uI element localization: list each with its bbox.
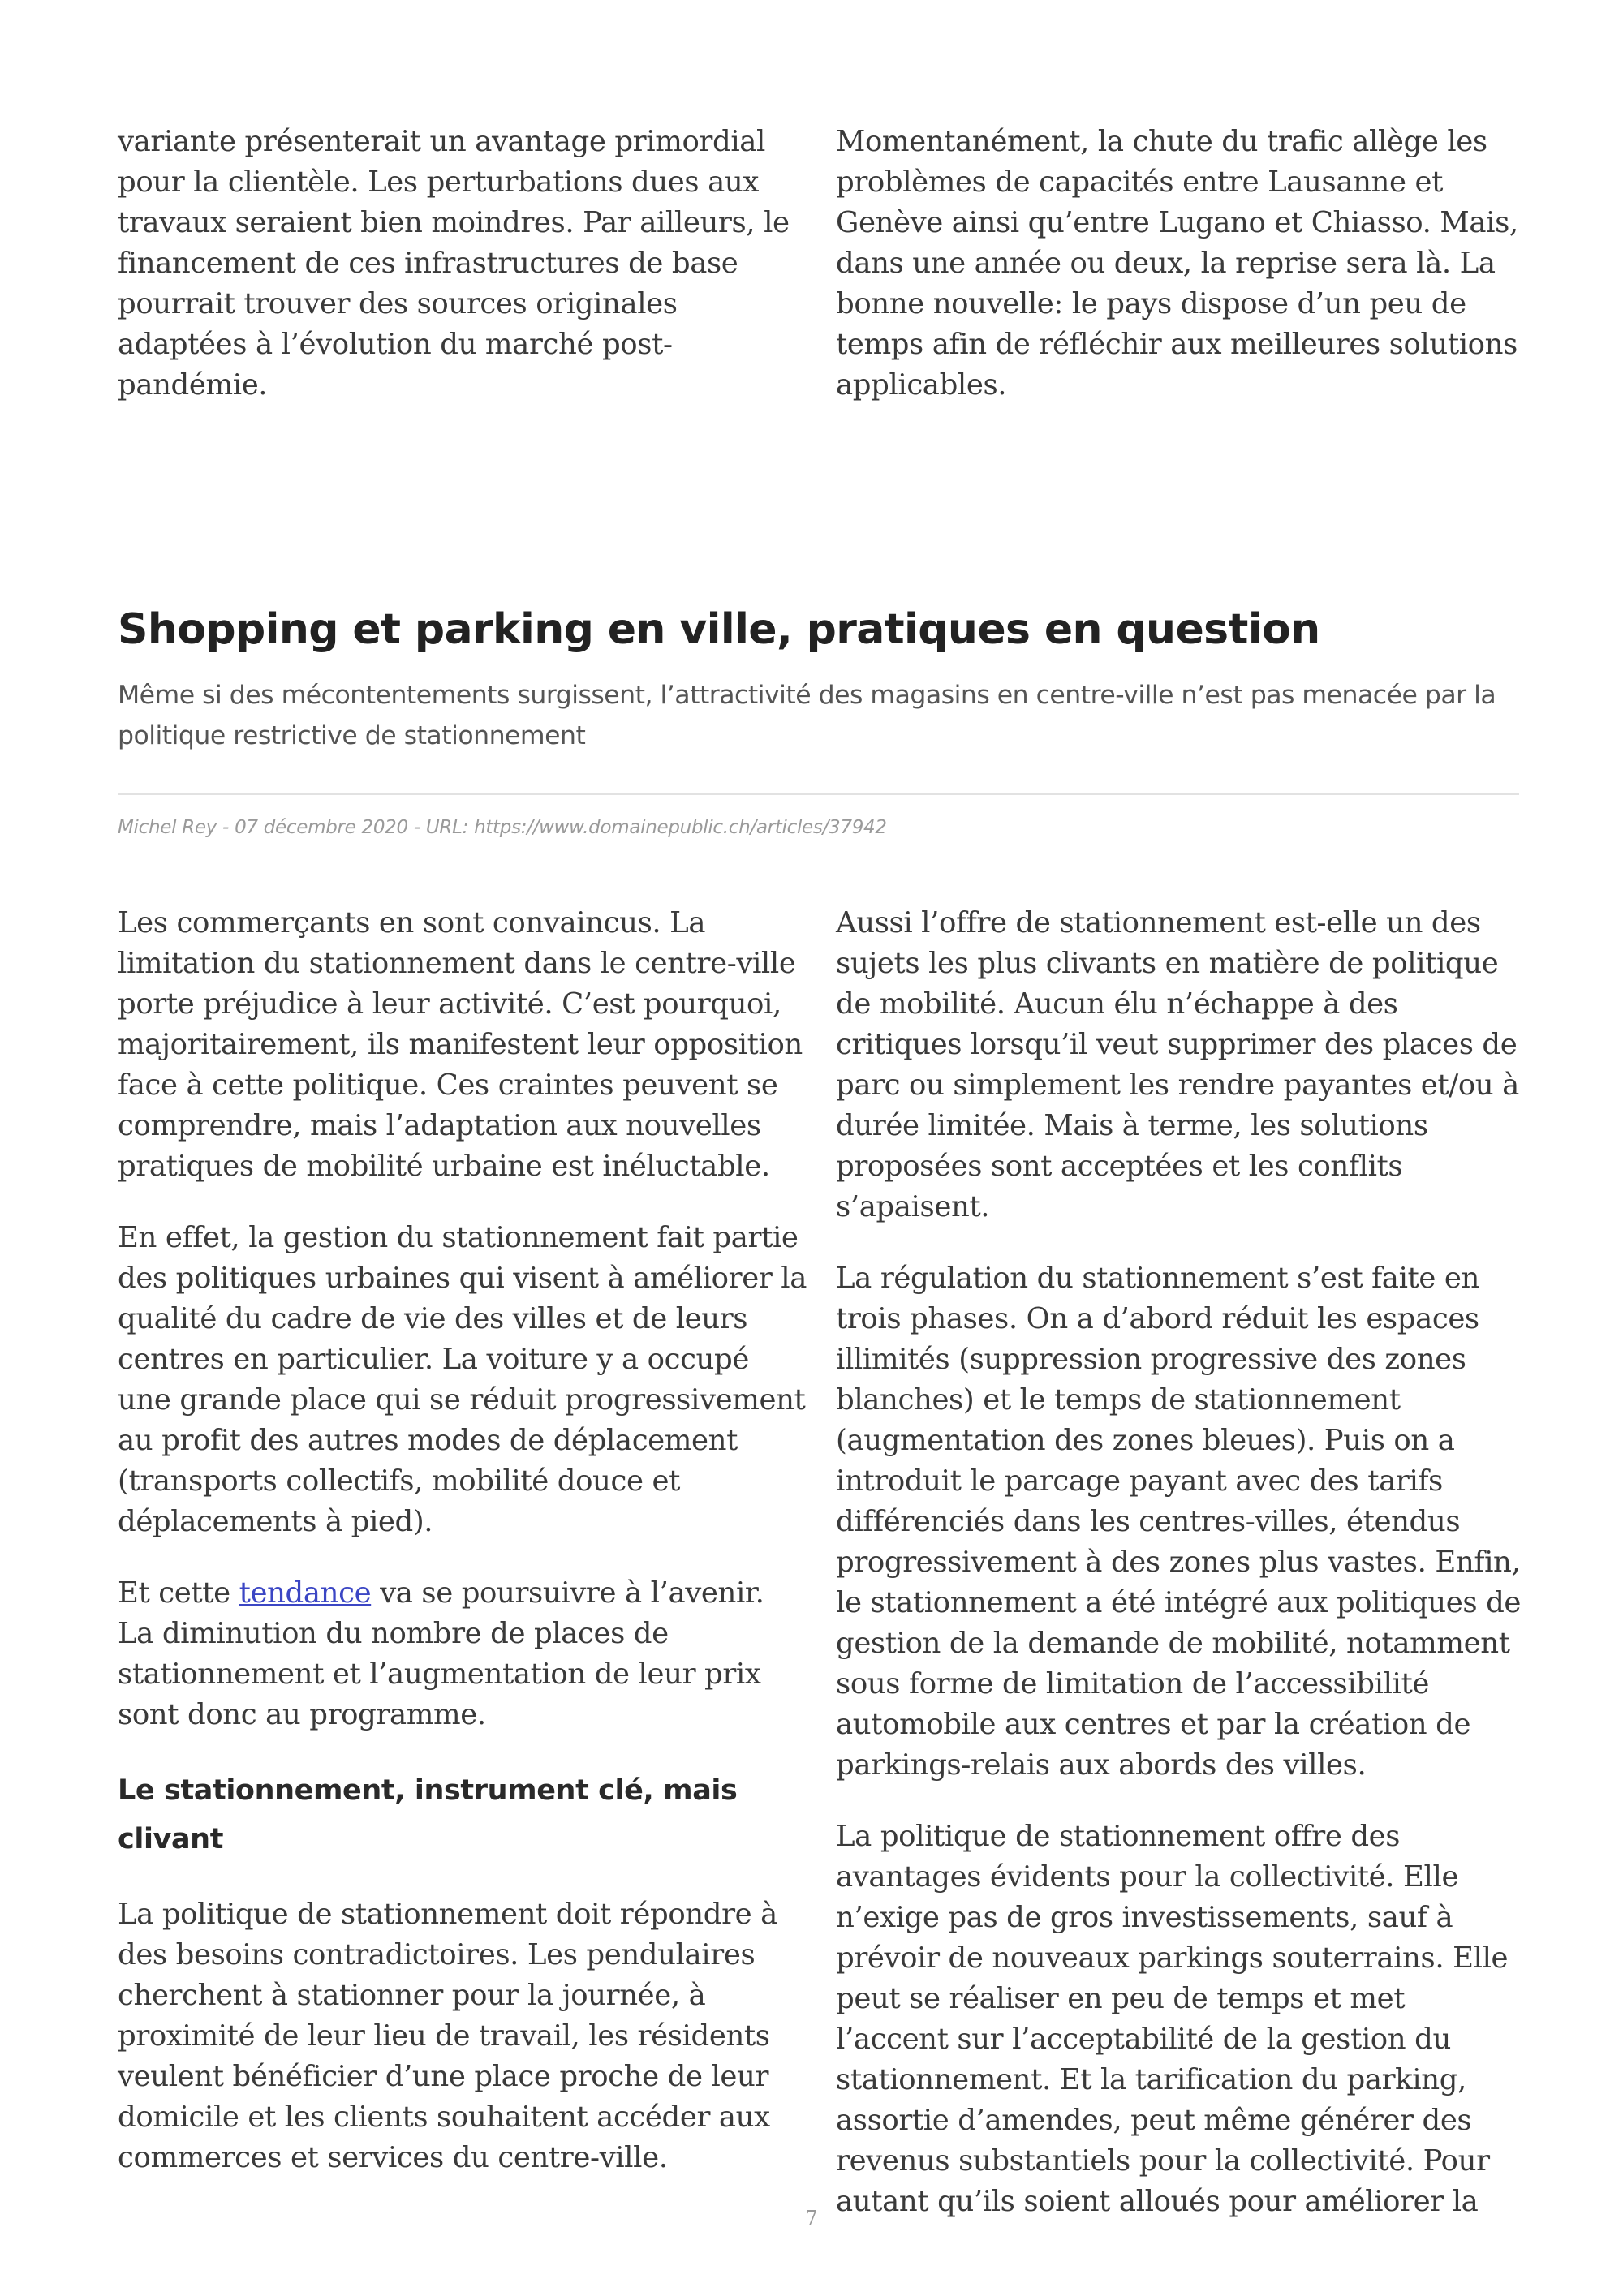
paragraph-text: Et cette xyxy=(118,1576,239,1610)
previous-article-left-column xyxy=(118,122,807,406)
tendance-link[interactable]: tendance xyxy=(239,1576,372,1610)
article-byline: Michel Rey - 07 décembre 2020 - URL: https://www.domainepublic.ch/articles/37942 xyxy=(118,817,887,838)
article-left-column xyxy=(118,903,807,2178)
body-paragraph: Les commerçants en sont convaincus. La limitation du stationnement dans le centre-ville porte préjudice à leur activité. C’est pourquoi, majoritairement, ils manifestent leur opposition face à cette politique. Ces craintes peuvent se comprendre, mais l’adaptation aux nouvelles pratiques de mobilité urbaine est inéluctable. xyxy=(118,906,803,1183)
paragraph-text: va se poursuivre à l’avenir. La diminution du nombre de places de stationnement et l’augmentation de leur prix sont donc au programme. xyxy=(118,1576,764,1731)
body-paragraph: En effet, la gestion du stationnement fait partie des politiques urbaines qui visent à améliorer la qualité du cadre de vie des villes et de leurs centres en particulier. La voiture y a occupé une grande place qui se réduit progressivement au profit des autres modes de déplacement (transports collectifs, mobilité douce et déplacements à pied). xyxy=(118,1221,807,1538)
article-right-column xyxy=(836,903,1526,2222)
previous-article-paragraph: Momentanément, la chute du trafic allège les problèmes de capacités entre Lausanne et Genève ainsi qu’entre Lugano et Chiasso. Mais, dans une année ou deux, la reprise sera là. La bonne nouvelle: le pays dispose d’un peu de temps afin de réfléchir aux meilleures solutions applicables. xyxy=(836,125,1518,402)
body-paragraph: La politique de stationnement offre des avantages évidents pour la collectivité. Elle n’exige pas de gros investissements, sauf à prévoir de nouveaux parkings souterrains. Elle peut se réaliser en peu de temps et met l’accent sur l’acceptabilité de la gestion du stationnement. Et la tarification du parking, assortie d’amendes, peut même générer des revenus substantiels pour la collectivité. Pour autant qu’ils soient alloués pour améliorer la xyxy=(836,1820,1509,2218)
page-number: 7 xyxy=(805,2207,818,2229)
body-paragraph-with-link xyxy=(118,1573,807,1735)
article-title: Shopping et parking en ville, pratiques en question xyxy=(118,605,1320,654)
section-subheading: Le stationnement, instrument clé, mais clivant xyxy=(118,1774,738,1855)
previous-article-paragraph: variante présenterait un avantage primordial pour la clientèle. Les perturbations dues aux travaux seraient bien moindres. Par ailleurs, le financement de ces infrastructures de base pourrait trouver des sources originales adaptées à l’évolution du marché post-pandémie. xyxy=(118,125,790,402)
body-paragraph: La régulation du stationnement s’est faite en trois phases. On a d’abord réduit les espaces illimités (suppression progressive des zones blanches) et le temps de stationnement (augmentation des zones bleues). Puis on a introduit le parcage payant avec des tarifs différenciés dans les centres-villes, étendus progressivement à des zones plus vastes. Enfin, le stationnement a été intégré aux politiques de gestion de la demande de mobilité, notamment sous forme de limitation de l’accessibilité automobile aux centres et par la création de parkings-relais aux abords des villes. xyxy=(836,1262,1521,1782)
header-divider xyxy=(118,793,1519,795)
previous-article-right-column xyxy=(836,122,1526,406)
body-paragraph: Aussi l’offre de stationnement est-elle un des sujets les plus clivants en matière de politique de mobilité. Aucun élu n’échappe à des critiques lorsqu’il veut supprimer des places de parc ou simplement les rendre payantes et/ou à durée limitée. Mais à terme, les solutions proposées sont acceptées et les conflits s’apaisent. xyxy=(836,906,1519,1223)
article-lede: Même si des mécontentements surgissent, l’attractivité des magasins en centre-ville n’est pas menacée par la politique restrictive de stationnement xyxy=(118,681,1496,750)
body-paragraph: La politique de stationnement doit répondre à des besoins contradictoires. Les pendulaires cherchent à stationner pour la journée, à proximité de leur lieu de travail, les résidents veulent bénéficier d’une place proche de leur domicile et les clients souhaitent accéder aux commerces et services du centre-ville. xyxy=(118,1898,777,2174)
